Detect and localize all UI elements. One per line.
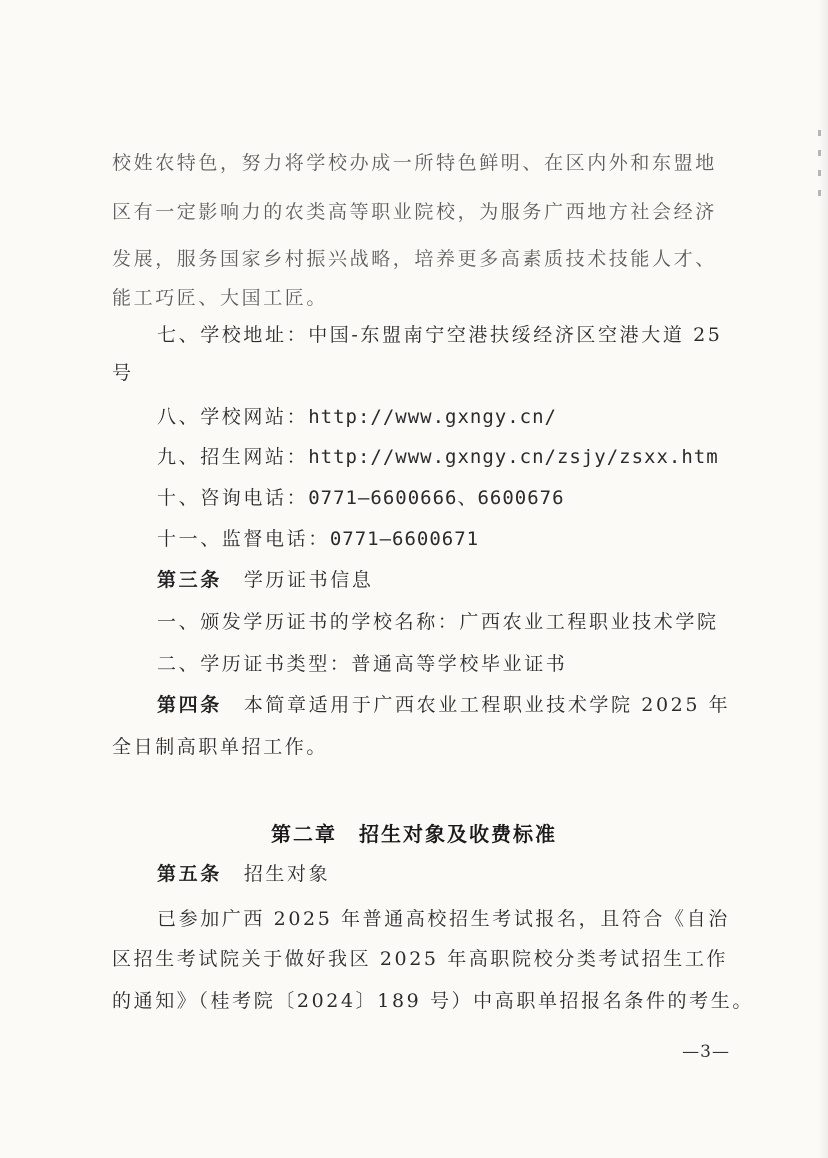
eligibility-line: 区招生考试院关于做好我区 2025 年高职院校分类考试招生工作 [112,948,729,970]
supervise-value: 0771—6600671 [329,528,480,550]
supervise-label: 十一、监督电话： [157,528,330,550]
page-number: —3— [682,1042,730,1062]
chapter-heading: 第二章 招生对象及收费标准 [271,822,557,846]
supervise-phone-line [157,526,479,552]
admission-site-url: http://www.gxngy.cn/zsjy/zsxx.htm [308,446,719,468]
cert-school-line: 一、颁发学历证书的学校名称：广西农业工程职业技术学院 [157,611,719,633]
article-3 [157,567,373,593]
paragraph-line: 校姓农特色，努力将学校办成一所特色鲜明、在区内外和东盟地 [112,152,717,174]
article-4-continuation: 全日制高职单招工作。 [112,736,329,758]
website-line [157,404,557,430]
article-4-text: 本简章适用于广西农业工程职业技术学院 2025 年 [243,694,731,716]
admission-site-line [157,444,719,470]
article-5-title: 第五条 [157,863,222,885]
paragraph-line: 能工巧匠、大国工匠。 [112,287,329,309]
article-3-title: 第三条 [157,569,222,591]
address-label: 七、学校地址： [157,324,309,346]
consult-phone-line [157,485,565,511]
consult-label: 十、咨询电话： [157,487,309,509]
eligibility-line: 的通知》（桂考院〔2024〕189 号）中高职单招报名条件的考生。 [112,990,754,1012]
website-url: http://www.gxngy.cn/ [308,406,557,428]
article-4 [157,692,730,718]
paragraph-line: 发展，服务国家乡村振兴战略，培养更多高素质技术技能人才、 [112,248,717,270]
consult-value: 0771—6600666、6600676 [308,487,565,509]
website-label: 八、学校网站： [157,406,309,428]
article-5 [157,861,330,887]
address-value: 中国-东盟南宁空港扶绥经济区空港大道 25 [308,324,723,346]
article-4-title: 第四条 [157,694,222,716]
admission-site-label: 九、招生网站： [157,446,309,468]
eligibility-line: 已参加广西 2025 年普通高校招生考试报名，且符合《自治 [157,908,730,930]
paragraph-line: 区有一定影响力的农类高等职业院校，为服务广西地方社会经济 [112,201,717,223]
article-3-text: 学历证书信息 [243,569,374,591]
address-line [157,322,722,348]
article-5-text: 招生对象 [243,863,331,885]
binding-marks [818,130,822,250]
cert-type-line: 二、学历证书类型：普通高等学校毕业证书 [157,653,568,675]
address-wrap: 号 [112,362,134,384]
